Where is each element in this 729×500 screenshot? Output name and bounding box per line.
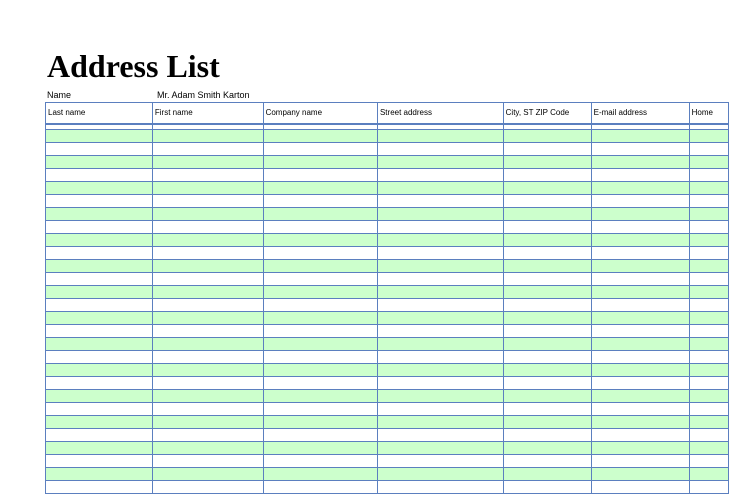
table-cell[interactable] [689,182,728,195]
table-cell[interactable] [263,338,377,351]
table-cell[interactable] [152,429,263,442]
table-cell[interactable] [591,325,689,338]
table-cell[interactable] [152,442,263,455]
table-cell[interactable] [503,247,591,260]
table-cell[interactable] [46,234,153,247]
table-cell[interactable] [591,182,689,195]
table-cell[interactable] [377,403,503,416]
table-cell[interactable] [46,403,153,416]
table-cell[interactable] [503,260,591,273]
table-cell[interactable] [689,247,728,260]
table-cell[interactable] [591,312,689,325]
column-header-first-name[interactable]: First name [152,103,263,124]
table-cell[interactable] [689,299,728,312]
table-cell[interactable] [503,403,591,416]
table-row [46,247,729,260]
table-cell[interactable] [152,156,263,169]
table-cell[interactable] [152,247,263,260]
header-row [46,103,729,124]
table-cell[interactable] [591,299,689,312]
table-cell[interactable] [152,377,263,390]
table-cell[interactable] [377,156,503,169]
table-cell[interactable] [591,338,689,351]
table-cell[interactable] [377,299,503,312]
table-row [46,221,729,234]
table-cell[interactable] [46,195,153,208]
table-row [46,312,729,325]
table-cell[interactable] [263,364,377,377]
table-cell[interactable] [377,351,503,364]
table-cell[interactable] [503,234,591,247]
table-cell[interactable] [152,455,263,468]
address-table [45,102,729,494]
table-cell[interactable] [503,221,591,234]
table-cell[interactable] [263,130,377,143]
table-cell[interactable] [591,169,689,182]
table-cell[interactable] [689,286,728,299]
table-cell[interactable] [46,130,153,143]
table-cell[interactable] [503,455,591,468]
table-cell[interactable] [503,169,591,182]
table-cell[interactable] [503,481,591,494]
table-cell[interactable] [377,338,503,351]
table-row [46,182,729,195]
table-cell[interactable] [46,429,153,442]
table-cell[interactable] [152,273,263,286]
table-cell[interactable] [377,364,503,377]
table-cell[interactable] [377,234,503,247]
table-cell[interactable] [689,442,728,455]
table-cell[interactable] [152,468,263,481]
table-cell[interactable] [377,455,503,468]
column-header-city-st-zip[interactable]: City, ST ZIP Code [503,103,591,124]
table-cell[interactable] [46,260,153,273]
table-cell[interactable] [689,156,728,169]
table-cell[interactable] [263,468,377,481]
table-cell[interactable] [503,195,591,208]
table-cell[interactable] [503,143,591,156]
table-cell[interactable] [689,221,728,234]
table-cell[interactable] [591,468,689,481]
table-cell[interactable] [591,143,689,156]
table-cell[interactable] [689,273,728,286]
table-cell[interactable] [263,481,377,494]
table-cell[interactable] [46,351,153,364]
table-cell[interactable] [377,468,503,481]
name-value[interactable]: Mr. Adam Smith Karton [157,90,250,100]
table-cell[interactable] [689,429,728,442]
table-cell[interactable] [689,312,728,325]
table-cell[interactable] [591,286,689,299]
table-cell[interactable] [689,455,728,468]
table-cell[interactable] [152,234,263,247]
table-cell[interactable] [689,169,728,182]
table-cell[interactable] [46,312,153,325]
table-cell[interactable] [377,325,503,338]
table-cell[interactable] [263,273,377,286]
table-cell[interactable] [46,169,153,182]
table-cell[interactable] [591,221,689,234]
table-cell[interactable] [377,260,503,273]
table-cell[interactable] [46,442,153,455]
table-cell[interactable] [152,286,263,299]
table-cell[interactable] [46,299,153,312]
table-row [46,377,729,390]
table-cell[interactable] [263,169,377,182]
table-cell[interactable] [591,455,689,468]
table-cell[interactable] [591,156,689,169]
table-cell[interactable] [377,429,503,442]
table-cell[interactable] [46,377,153,390]
table-cell[interactable] [152,299,263,312]
table-cell[interactable] [263,234,377,247]
table-cell[interactable] [263,260,377,273]
table-cell[interactable] [152,208,263,221]
table-cell[interactable] [263,390,377,403]
table-cell[interactable] [377,273,503,286]
table-cell[interactable] [689,377,728,390]
table-cell[interactable] [263,286,377,299]
column-header-home[interactable]: Home [689,103,728,124]
table-cell[interactable] [46,455,153,468]
table-cell[interactable] [591,234,689,247]
table-cell[interactable] [689,234,728,247]
document-title: Address List [47,48,220,84]
table-cell[interactable] [46,286,153,299]
table-cell[interactable] [689,260,728,273]
table-cell[interactable] [46,481,153,494]
table-cell[interactable] [46,247,153,260]
table-cell[interactable] [689,338,728,351]
table-cell[interactable] [377,208,503,221]
table-cell[interactable] [46,182,153,195]
table-cell[interactable] [689,481,728,494]
table-cell[interactable] [263,156,377,169]
table-cell[interactable] [46,390,153,403]
table-cell[interactable] [591,208,689,221]
table-cell[interactable] [46,325,153,338]
table-cell[interactable] [263,182,377,195]
table-cell[interactable] [591,260,689,273]
table-cell[interactable] [503,182,591,195]
table-row [46,481,729,494]
table-cell[interactable] [152,481,263,494]
table-cell[interactable] [503,390,591,403]
table-cell[interactable] [263,403,377,416]
table-cell[interactable] [591,429,689,442]
table-cell[interactable] [377,143,503,156]
table-cell[interactable] [263,208,377,221]
table-cell[interactable] [152,325,263,338]
table-row [46,195,729,208]
table-cell[interactable] [377,182,503,195]
table-cell[interactable] [689,364,728,377]
table-cell[interactable] [689,130,728,143]
table-cell[interactable] [377,221,503,234]
table-row [46,325,729,338]
table-row [46,416,729,429]
table-cell[interactable] [152,364,263,377]
table-cell[interactable] [377,390,503,403]
table-cell[interactable] [377,195,503,208]
table-cell[interactable] [689,351,728,364]
table-cell[interactable] [377,169,503,182]
table-cell[interactable] [263,143,377,156]
table-cell[interactable] [152,130,263,143]
table-cell[interactable] [377,286,503,299]
table-cell[interactable] [503,273,591,286]
table-cell[interactable] [591,247,689,260]
table-row [46,338,729,351]
table-cell[interactable] [689,403,728,416]
table-cell[interactable] [503,286,591,299]
table-cell[interactable] [377,312,503,325]
table-cell[interactable] [152,182,263,195]
table-cell[interactable] [591,481,689,494]
table-body [46,124,729,494]
table-row [46,403,729,416]
table-cell[interactable] [591,416,689,429]
table-cell[interactable] [263,416,377,429]
table-cell[interactable] [503,156,591,169]
table-cell[interactable] [263,221,377,234]
table-cell[interactable] [503,299,591,312]
table-cell[interactable] [503,351,591,364]
table-cell[interactable] [591,442,689,455]
table-row [46,364,729,377]
table-cell[interactable] [503,364,591,377]
table-cell[interactable] [263,351,377,364]
table-row [46,169,729,182]
table-cell[interactable] [46,468,153,481]
table-cell[interactable] [46,156,153,169]
table-cell[interactable] [263,312,377,325]
table-row [46,273,729,286]
table-row [46,442,729,455]
table-cell[interactable] [152,403,263,416]
table-cell[interactable] [46,416,153,429]
name-label: Name [47,90,72,100]
table-cell[interactable] [152,312,263,325]
table-cell[interactable] [377,481,503,494]
table-cell[interactable] [152,143,263,156]
table-cell[interactable] [503,325,591,338]
table-cell[interactable] [591,377,689,390]
column-header-street-address[interactable]: Street address [377,103,503,124]
table-cell[interactable] [591,390,689,403]
table-cell[interactable] [263,455,377,468]
table-cell[interactable] [152,221,263,234]
table-cell[interactable] [591,273,689,286]
table-row [46,299,729,312]
table-row [46,130,729,143]
table-cell[interactable] [263,442,377,455]
column-header-company-name[interactable]: Company name [263,103,377,124]
table-row [46,286,729,299]
table-cell[interactable] [503,429,591,442]
table-cell[interactable] [503,312,591,325]
table-row [46,468,729,481]
table-row [46,390,729,403]
table-cell[interactable] [152,351,263,364]
table-cell[interactable] [46,364,153,377]
table-row [46,455,729,468]
table-cell[interactable] [503,130,591,143]
table-row [46,156,729,169]
table-cell[interactable] [377,130,503,143]
table-cell[interactable] [689,325,728,338]
table-cell[interactable] [689,416,728,429]
table-cell[interactable] [377,377,503,390]
table-cell[interactable] [152,169,263,182]
table-cell[interactable] [591,130,689,143]
table-cell[interactable] [263,325,377,338]
table-cell[interactable] [263,429,377,442]
table-cell[interactable] [689,468,728,481]
table-cell[interactable] [377,416,503,429]
table-cell[interactable] [263,377,377,390]
table-cell[interactable] [46,143,153,156]
table-cell[interactable] [591,364,689,377]
table-cell[interactable] [503,416,591,429]
table-cell[interactable] [503,442,591,455]
table-cell[interactable] [263,195,377,208]
table-row [46,429,729,442]
table-cell[interactable] [46,273,153,286]
table-cell[interactable] [591,351,689,364]
table-cell[interactable] [46,208,153,221]
table-cell[interactable] [152,195,263,208]
table-cell[interactable] [46,338,153,351]
table-cell[interactable] [503,208,591,221]
table-cell[interactable] [689,390,728,403]
table-row [46,260,729,273]
column-header-email-address[interactable]: E-mail address [591,103,689,124]
table-row [46,351,729,364]
table-cell[interactable] [591,195,689,208]
table-cell[interactable] [503,468,591,481]
table-cell[interactable] [152,390,263,403]
table-cell[interactable] [591,403,689,416]
table-cell[interactable] [689,143,728,156]
table-cell[interactable] [689,195,728,208]
table-cell[interactable] [377,442,503,455]
table-cell[interactable] [377,247,503,260]
table-row [46,208,729,221]
table-cell[interactable] [46,221,153,234]
table-row [46,143,729,156]
table-cell[interactable] [152,416,263,429]
column-header-last-name[interactable]: Last name [46,103,153,124]
table-cell[interactable] [152,260,263,273]
table-cell[interactable] [152,338,263,351]
table-cell[interactable] [263,299,377,312]
table-cell[interactable] [689,208,728,221]
table-cell[interactable] [503,338,591,351]
table-cell[interactable] [503,377,591,390]
table-row [46,234,729,247]
table-cell[interactable] [263,247,377,260]
